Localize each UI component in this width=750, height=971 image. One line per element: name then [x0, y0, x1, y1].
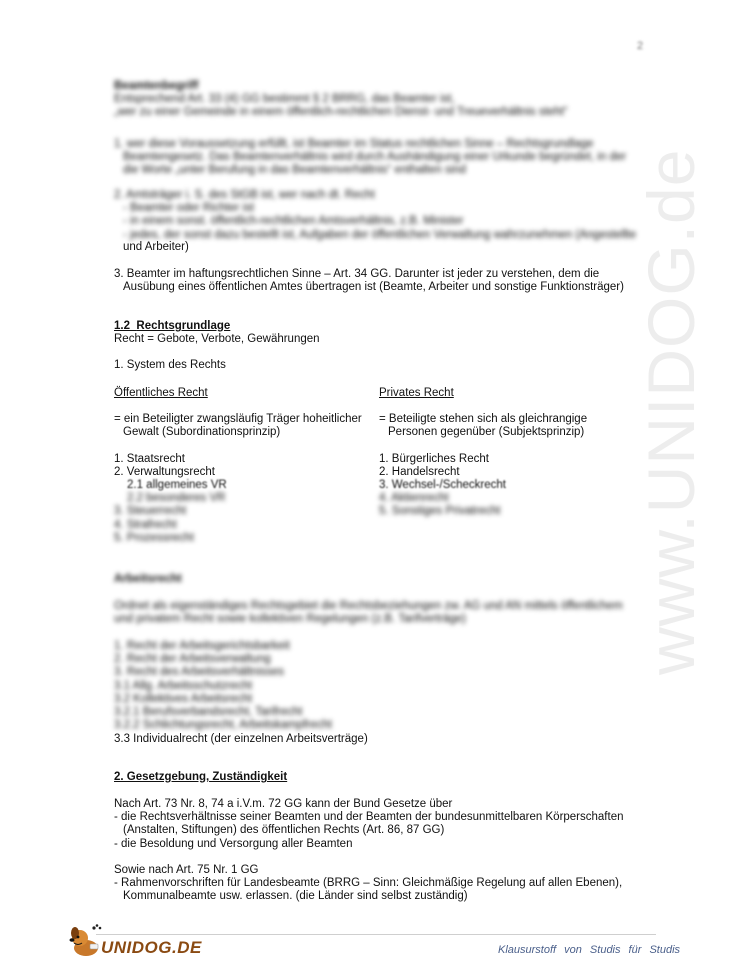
column-desc: Gewalt (Subordinationsprinzip)	[123, 426, 281, 439]
arbeitsrecht-heading: Arbeitsrecht	[114, 573, 182, 585]
paragraph-line: die Worte „unter Berufung in das Beamtenverhältnis“ enthalten sind	[123, 164, 467, 177]
list-item: 1. Recht der Arbeitsgerichtsbarkeit	[114, 640, 290, 652]
paragraph-line: Ausübung eines öffentlichen Amtes übertragen ist (Beamte, Arbeiter und sonstige Funktionsträger)	[123, 281, 624, 294]
footer-tagline: Klausurstoff von Studis für Studis	[498, 944, 681, 956]
privates-recht-column	[379, 387, 644, 519]
list-item: 1. Bürgerliches Recht	[379, 452, 489, 465]
rechtsgrundlage-section	[114, 320, 644, 373]
list-item: 3. Recht des Arbeitsverhältnisses	[114, 666, 285, 679]
beamtenbegriff-line: „wer zu einer Gemeinde in einem öffentlich-rechtlichen Dienst- und Treueverhältnis steht“	[114, 106, 568, 119]
column-heading: Öffentliches Recht	[114, 387, 208, 399]
paragraph-line: - Beamter oder Richter ist	[123, 202, 255, 215]
list-item: 4. Strafrecht	[114, 518, 177, 531]
beamtenbegriff-item-3	[114, 268, 644, 294]
list-item: 5. Prozessrecht	[114, 531, 194, 544]
paragraph-line: Nach Art. 73 Nr. 8, 74 a i.V.m. 72 GG kann der Bund Gesetze über	[114, 798, 453, 810]
list-item: 2. Handelsrecht	[379, 465, 460, 478]
definition-line: Recht = Gebote, Verbote, Gewährungen	[114, 333, 320, 346]
paragraph-line: 2. Amtsträger i. S. des StGB ist, wer nach dt. Recht	[114, 189, 375, 201]
section-number: 1.2	[114, 320, 130, 332]
list-item: 2.2 besonderes VR	[127, 492, 226, 505]
paragraph-line: Ordnet als eigenständiges Rechtsgebiet die Rechtsbeziehungen zw. AG und AN mittels öffentlichem	[114, 600, 623, 612]
arbeitsrecht-section	[114, 573, 644, 586]
list-item: 2. Verwaltungsrecht	[114, 465, 216, 478]
list-item: 3.1 Allg. Arbeitsschutzrecht	[114, 679, 253, 692]
paragraph-line: 1. wer diese Voraussetzung erfüllt, ist Beamter im Status rechtlichen Sinne – Rechtsgrundlage	[114, 138, 594, 150]
gesetzgebung-section	[114, 771, 644, 784]
paragraph-line: Beamtengesetz. Das Beamtenverhältnis wird durch Aushändigung einer Urkunde begründet, in der	[123, 151, 627, 164]
paragraph-line: und privatem Recht sowie kollektiven Regelungen (z.B. Tarifverträge)	[114, 613, 466, 626]
bullet-line: - Rahmenvorschriften für Landesbeamte (BRRG – Sinn: Gleichmäßige Regelung auf allen Ebenen),	[114, 877, 623, 890]
bullet-line: (Anstalten, Stiftungen) des öffentlichen Rechts (Art. 86, 87 GG)	[123, 824, 445, 837]
oeffentliches-recht-column	[114, 387, 374, 545]
paragraph-line: Sowie nach Art. 75 Nr. 1 GG	[114, 863, 259, 876]
beamtenbegriff-section	[114, 80, 644, 120]
beamtenbegriff-item-2-end	[114, 241, 644, 254]
beamtenbegriff-line: Entsprechend Art. 33 (4) GG bestimmt § 2 BRRG, das Beamter ist,	[114, 93, 455, 106]
list-item: 3.2.2 Schlichtungsrecht, Arbeitskampfrecht	[114, 719, 332, 732]
list-item: 3.2.1 Berufsverbandsrecht, Tarifrecht	[114, 706, 303, 719]
column-desc: = ein Beteiligter zwangsläufig Träger hoheitlicher	[114, 413, 362, 426]
beamtenbegriff-heading: Beamtenbegriff	[114, 80, 199, 92]
list-item: 2. Recht der Arbeitsverwaltung	[114, 653, 271, 666]
paragraph-line: 3. Beamter im haftungsrechtlichen Sinne – Art. 34 GG. Darunter ist jeder zu verstehen, dem die	[114, 268, 600, 280]
arbeitsrecht-list	[114, 640, 644, 732]
watermark: www.UNIDOG.de	[634, 148, 708, 675]
column-desc: = Beteiligte stehen sich als gleichrangige	[379, 413, 588, 426]
gesetzgebung-heading: 2. Gesetzgebung, Zuständigkeit	[114, 771, 288, 783]
section-title: Rechtsgrundlage	[136, 320, 231, 332]
paragraph-line: - in einem sonst. öffentlich-rechtlichen Amtsverhältnis, z.B. Minister	[123, 215, 464, 228]
list-item: 4. Aktienrecht	[379, 492, 449, 505]
arbeitsrecht-desc	[114, 600, 644, 626]
system-heading: 1. System des Rechts	[114, 359, 226, 372]
list-item: 1. Staatsrecht	[114, 452, 185, 465]
paragraph-line: und Arbeiter)	[123, 241, 189, 253]
arbeitsrecht-last	[114, 733, 644, 746]
paragraph-line: - jedes, der sonst dazu bestellt ist, Aufgaben der öffentlichen Verwaltung wahrzunehmen (Angestellte	[123, 228, 637, 241]
list-item: 2.1 allgemeines VR	[127, 479, 227, 492]
page-number: 2	[637, 40, 644, 52]
bullet-line: Kommunalbeamte usw. erlassen. (die Länder sind selbst zuständig)	[123, 890, 468, 903]
column-heading: Privates Recht	[379, 387, 454, 399]
bullet-line: - die Besoldung und Versorgung aller Beamten	[114, 837, 353, 850]
logo-text: UNIDOG.DE	[101, 938, 202, 957]
beamtenbegriff-item-2	[114, 189, 644, 242]
list-item: 5. Sonstiges Privatrecht	[379, 505, 501, 518]
gesetzgebung-body	[114, 798, 644, 903]
rechtsgrundlage-heading	[114, 320, 644, 333]
beamtenbegriff-item-1	[114, 138, 644, 178]
column-desc: Personen gegenüber (Subjektsprinzip)	[388, 426, 585, 439]
list-item: 3. Wechsel-/Scheckrecht	[379, 479, 506, 492]
list-item: 3. Steuerrecht	[114, 505, 187, 518]
list-item: 3.3 Individualrecht (der einzelnen Arbeitsverträge)	[114, 733, 368, 745]
bullet-line: - die Rechtsverhältnisse seiner Beamten und der Beamten der bundesunmittelbaren Körperschaften	[114, 811, 624, 824]
list-item: 3.2 Kollektives Arbeitsrecht	[114, 692, 253, 705]
